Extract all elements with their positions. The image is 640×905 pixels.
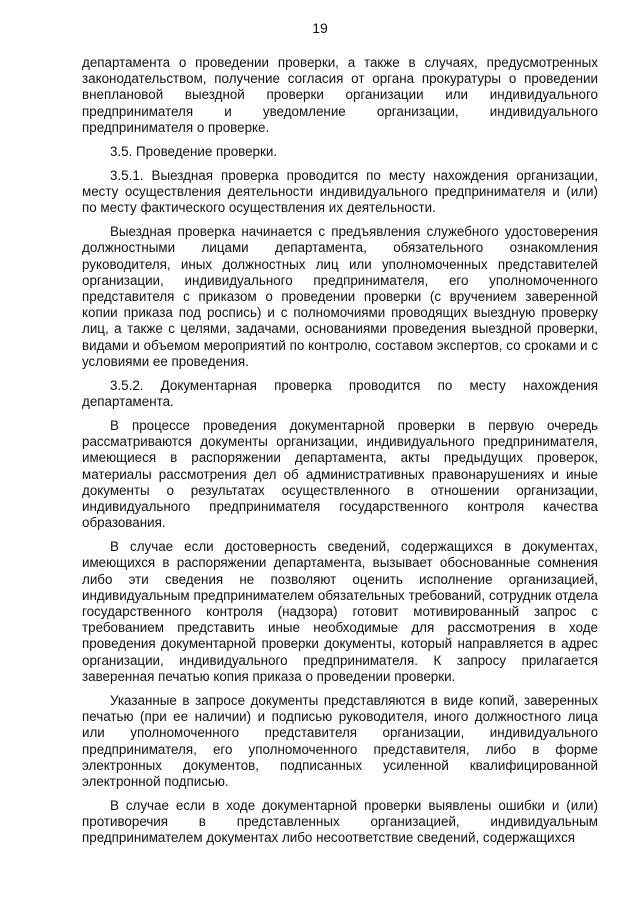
paragraph-documentary-review: В процессе проведения документарной проверки в первую очередь рассматриваются документы организации, индивидуального предпринимателя, имеющиеся в распоряжении департамента, акты предыдущих проверок, материалы рассмотрения дел об административных правонарушениях и иные документы о результатах осуществленного в отношении организации, индивидуального предпринимателя государственного контроля качества образования. bbox=[82, 418, 598, 531]
page-number: 19 bbox=[312, 20, 328, 36]
paragraph-continuation: департамента о проведении проверки, а также в случаях, предусмотренных законодательством, получение согласия от органа прокуратуры о проведении внеплановой выездной проверки организации или индивидуального предпринимателя и уведомление организации, индивидуального предпринимателя о проверке. bbox=[82, 55, 598, 135]
paragraph-onsite-inspection: Выездная проверка начинается с предъявления служебного удостоверения должностными лицами департамента, обязательного ознакомления руководителя, иных должностных лиц или уполномоченных представителей организации, индивидуального предпринимателя, его уполномоченного представителя с приказом о проведении проверки (с вручением заверенной копии приказа под роспись) и с полномочиями проводящих выездную проверку лиц, а также с целями, задачами, основаниями проведения выездной проверки, видами и объемом мероприятий по контролю, составом экспертов, со сроками и с условиями ее проведения. bbox=[82, 224, 598, 369]
paragraph-3-5-1: 3.5.1. Выездная проверка проводится по месту нахождения организации, месту осуществления деятельности индивидуального предпринимателя и (или) по месту фактического осуществления их деятельности. bbox=[82, 167, 598, 216]
paragraph-3-5-2: 3.5.2. Документарная проверка проводится по месту нахождения департамента. bbox=[82, 377, 598, 410]
paragraph-document-copies: Указанные в запросе документы представляются в виде копий, заверенных печатью (при ее наличии) и подписью руководителя, иного должностного лица или уполномоченного представителя организации, индивидуального предпринимателя, его уполномоченного представителя, либо в форме электронных документов, подписанных усиленной квалифицированной электронной подписью. bbox=[82, 692, 598, 789]
section-heading-3-5: 3.5. Проведение проверки. bbox=[110, 143, 278, 159]
paragraph-information-request: В случае если достоверность сведений, содержащихся в документах, имеющихся в распоряжении департамента, вызывает обоснованные сомнения либо эти сведения не позволяют оценить исполнение организацией, индивидуальным предпринимателем обязательных требований, сотрудник отдела государственного контроля (надзора) готовит мотивированный запрос с требованием представить иные необходимые для рассмотрения в ходе проведения документарной проверки документы, который направляется в адрес организации, индивидуального предпринимателя. К запросу прилагается заверенная печатью копия приказа о проведении проверки. bbox=[82, 539, 598, 684]
document-body bbox=[82, 55, 598, 854]
paragraph-errors-found: В случае если в ходе документарной проверки выявлены ошибки и (или) противоречия в представленных организацией, индивидуальным предпринимателем документах либо несоответствие сведений, содержащихся bbox=[82, 797, 598, 846]
